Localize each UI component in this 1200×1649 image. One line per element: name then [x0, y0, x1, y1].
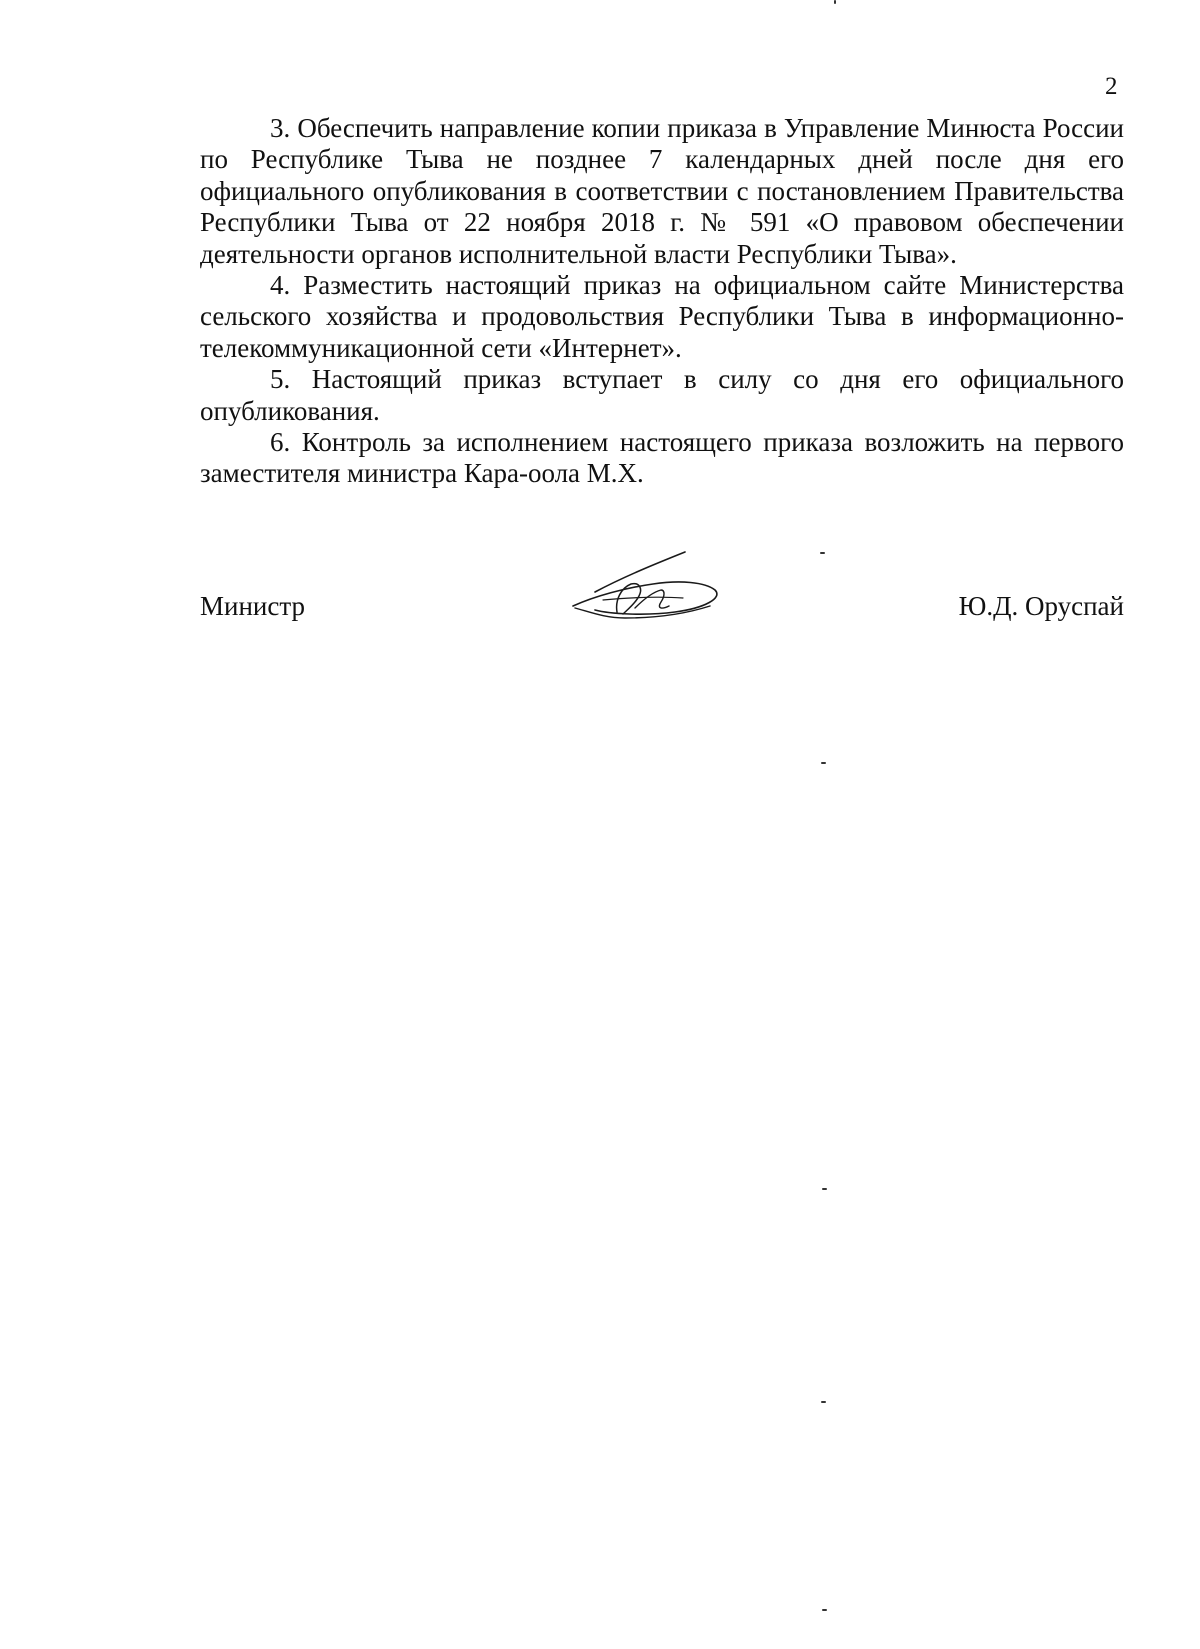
scan-speck [822, 1609, 827, 1611]
document-body [200, 113, 1124, 490]
signatory-name: Ю.Д. Оруспай [958, 591, 1124, 621]
scan-speck [822, 1188, 827, 1190]
signatory-title: Министр [200, 591, 305, 621]
scan-speck [821, 762, 826, 764]
scan-speck [820, 552, 825, 554]
paragraph-4: 4. Разместить настоящий приказ на официальном сайте Министерства сельского хозяйства и продовольствия Республики Тыва в информационно-телекоммуникационной сети «Интернет». [200, 270, 1124, 363]
scan-speck [834, 0, 836, 4]
paragraph-5: 5. Настоящий приказ вступает в силу со дня его официального опубликования. [200, 364, 1124, 426]
page-number: 2 [1105, 73, 1118, 100]
scan-speck [821, 1401, 826, 1403]
paragraph-3: 3. Обеспечить направление копии приказа в Управление Минюста России по Республике Тыва не позднее 7 календарных дней после дня его официального опубликования в соответствии с постановлением Правительства Республики Тыва от 22 ноября 2018 г. № 591 «О правовом обеспечении деятельности органов исполнительной власти Республики Тыва». [200, 113, 1124, 269]
signature-block [200, 590, 1124, 630]
paragraph-6: 6. Контроль за исполнением настоящего приказа возложить на первого заместителя министра Кара-оола М.Х. [200, 427, 1124, 489]
